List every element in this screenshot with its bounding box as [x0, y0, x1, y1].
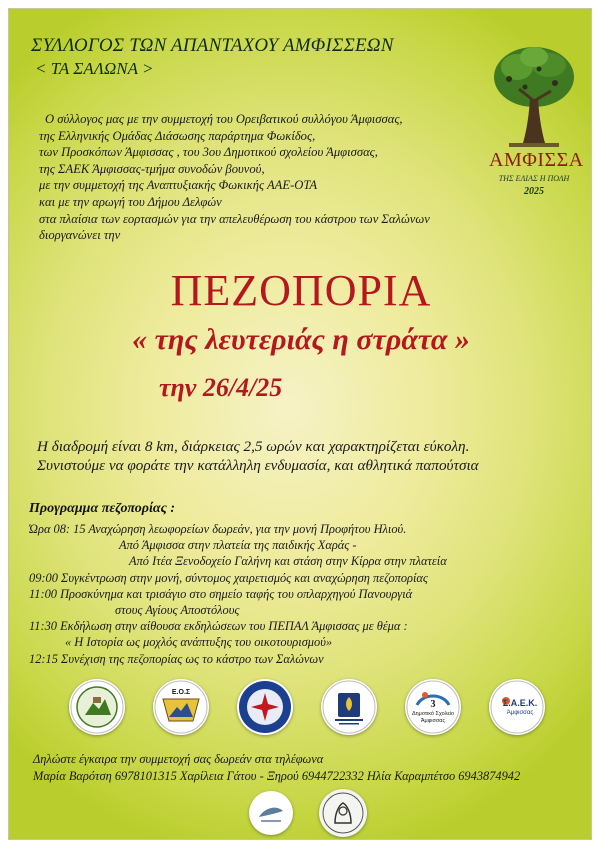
program-heading: Προγραμμα πεζοπορίας : — [29, 501, 176, 516]
program-line: 11:00 Προσκύνημα και τρισάγιο στο σημείο ταφής του οπλαρχηγού Πανουργιά — [29, 586, 413, 601]
program-line: Ώρα 08: 15 Αναχώρηση λεωφορείων δωρεάν, για την μονή Προφήτου Ηλιού. — [29, 522, 407, 536]
event-subtitle: « της λευτεριάς η στράτα » — [132, 323, 470, 356]
intro-line: της ΣΑΕΚ Άμφισσας-τμήμα συνοδών βουνού, — [39, 161, 265, 176]
intro-paragraph — [39, 111, 509, 244]
scouts-logo — [321, 679, 377, 735]
event-title: ΠΕΖΟΠΟΡΙΑ — [170, 266, 432, 315]
logo-slogan: ΤΗΣ ΕΛΙΑΣ Η ΠΟΛΗ — [498, 174, 570, 183]
school-number: 3 — [430, 699, 436, 710]
organization-short-name: < ΤΑ ΣΑΛΩΝΑ > — [35, 59, 154, 78]
program-line: Από Άμφισσα στην πλατεία της παιδικής Χαράς - — [119, 538, 357, 553]
intro-line: στα πλαίσια των εορτασμών για την απελευθέρωση του κάστρου των Σαλώνων — [39, 211, 430, 226]
school-logo — [405, 679, 461, 735]
bottom-logos — [249, 789, 369, 839]
anaptyxiaki-logo — [249, 791, 293, 835]
program-line: στους Αγίους Αποστόλους — [115, 603, 240, 618]
eos-logo — [153, 679, 209, 735]
intro-line: και με την αρωγή του Δήμου Δελφών — [39, 194, 222, 209]
delphi-municipality-logo — [319, 789, 367, 837]
intro-line: διοργανώνει την — [39, 228, 121, 243]
salona-society-logo — [69, 679, 125, 735]
school-name-line2: Άμφισσας — [420, 718, 446, 724]
contact-intro: Δηλώστε έγκαιρα την συμμετοχή σας δωρεάν στα τηλέφωνα — [33, 752, 324, 766]
contact-info — [33, 751, 520, 785]
program-line: Από Ιτέα Ξενοδοχείο Γαλήνη και στάση στην Κίρρα στην πλατεία — [129, 554, 447, 569]
logo-name: ΑΜΦΙΣΣΑ — [489, 149, 584, 171]
route-line: Συνιστούμε να φοράτε την κατάλληλη ενδυμασία, και αθλητικά παπούτσια — [37, 457, 479, 474]
program-line: 09:00 Συγκέντρωση στην μονή, σύντομος χαιρετισμός και αναχώρηση πεζοπορίας — [29, 570, 428, 585]
program-line: « Η Ιστορία ως μοχλός ανάπτυξης του οικοτουρισμού» — [65, 635, 333, 650]
event-date: την 26/4/25 — [159, 373, 283, 402]
logo-year: 2025 — [524, 186, 544, 197]
program-line: 11:30 Εκδήλωση στην αίθουσα εκδηλώσεων του ΠΕΠΑΛ Άμφισσας με θέμα : — [29, 619, 408, 634]
partner-logos — [69, 679, 549, 739]
intro-line: της Ελληνικής Ομάδας Διάσωσης παράρτημα Φωκίδος, — [39, 128, 316, 143]
saek-logo — [489, 679, 545, 735]
organization-name: ΣΥΛΛΟΓΟΣ ΤΩΝ ΑΠΑΝΤΑΧΟΥ ΑΜΦΙΣΣΕΩΝ — [31, 35, 394, 56]
rescue-team-logo — [237, 679, 293, 735]
saek-city: Άμφισσας — [506, 710, 534, 716]
intro-line: των Προσκόπων Άμφισσας , του 3ου Δημοτικού σχολείου Άμφισσας, — [39, 145, 378, 160]
event-poster — [8, 8, 592, 840]
contact-phones: Μαρία Βαρότση 6978101315 Χαρίλεια Γάτου - Ξηρού 6944722332 Ηλία Καραμπέτσο 6943874942 — [33, 769, 521, 783]
school-name-line1: Δημοτικό Σχολείο — [411, 711, 455, 717]
intro-line: Ο σύλλογος μας με την συμμετοχή του Ορειβατικού συλλόγου Άμφισσας, — [45, 112, 403, 126]
route-info — [37, 437, 479, 475]
route-line: Η διαδρομή είναι 8 km, διάρκειας 2,5 ωρών και χαρακτηρίζεται εύκολη. — [37, 438, 470, 455]
program-list — [29, 521, 447, 667]
program-line: 12:15 Συνέχιση της πεζοπορίας ως το κάστρο των Σαλώνων — [29, 651, 324, 666]
eos-label: Ε.Ο.Σ — [171, 689, 191, 696]
saek-label: Σ.Α.Ε.Κ. — [502, 698, 538, 708]
intro-line: με την συμμετοχή της Αναπτυξιακής Φωκικής ΑΑΕ-ΟΤΑ — [39, 178, 318, 193]
